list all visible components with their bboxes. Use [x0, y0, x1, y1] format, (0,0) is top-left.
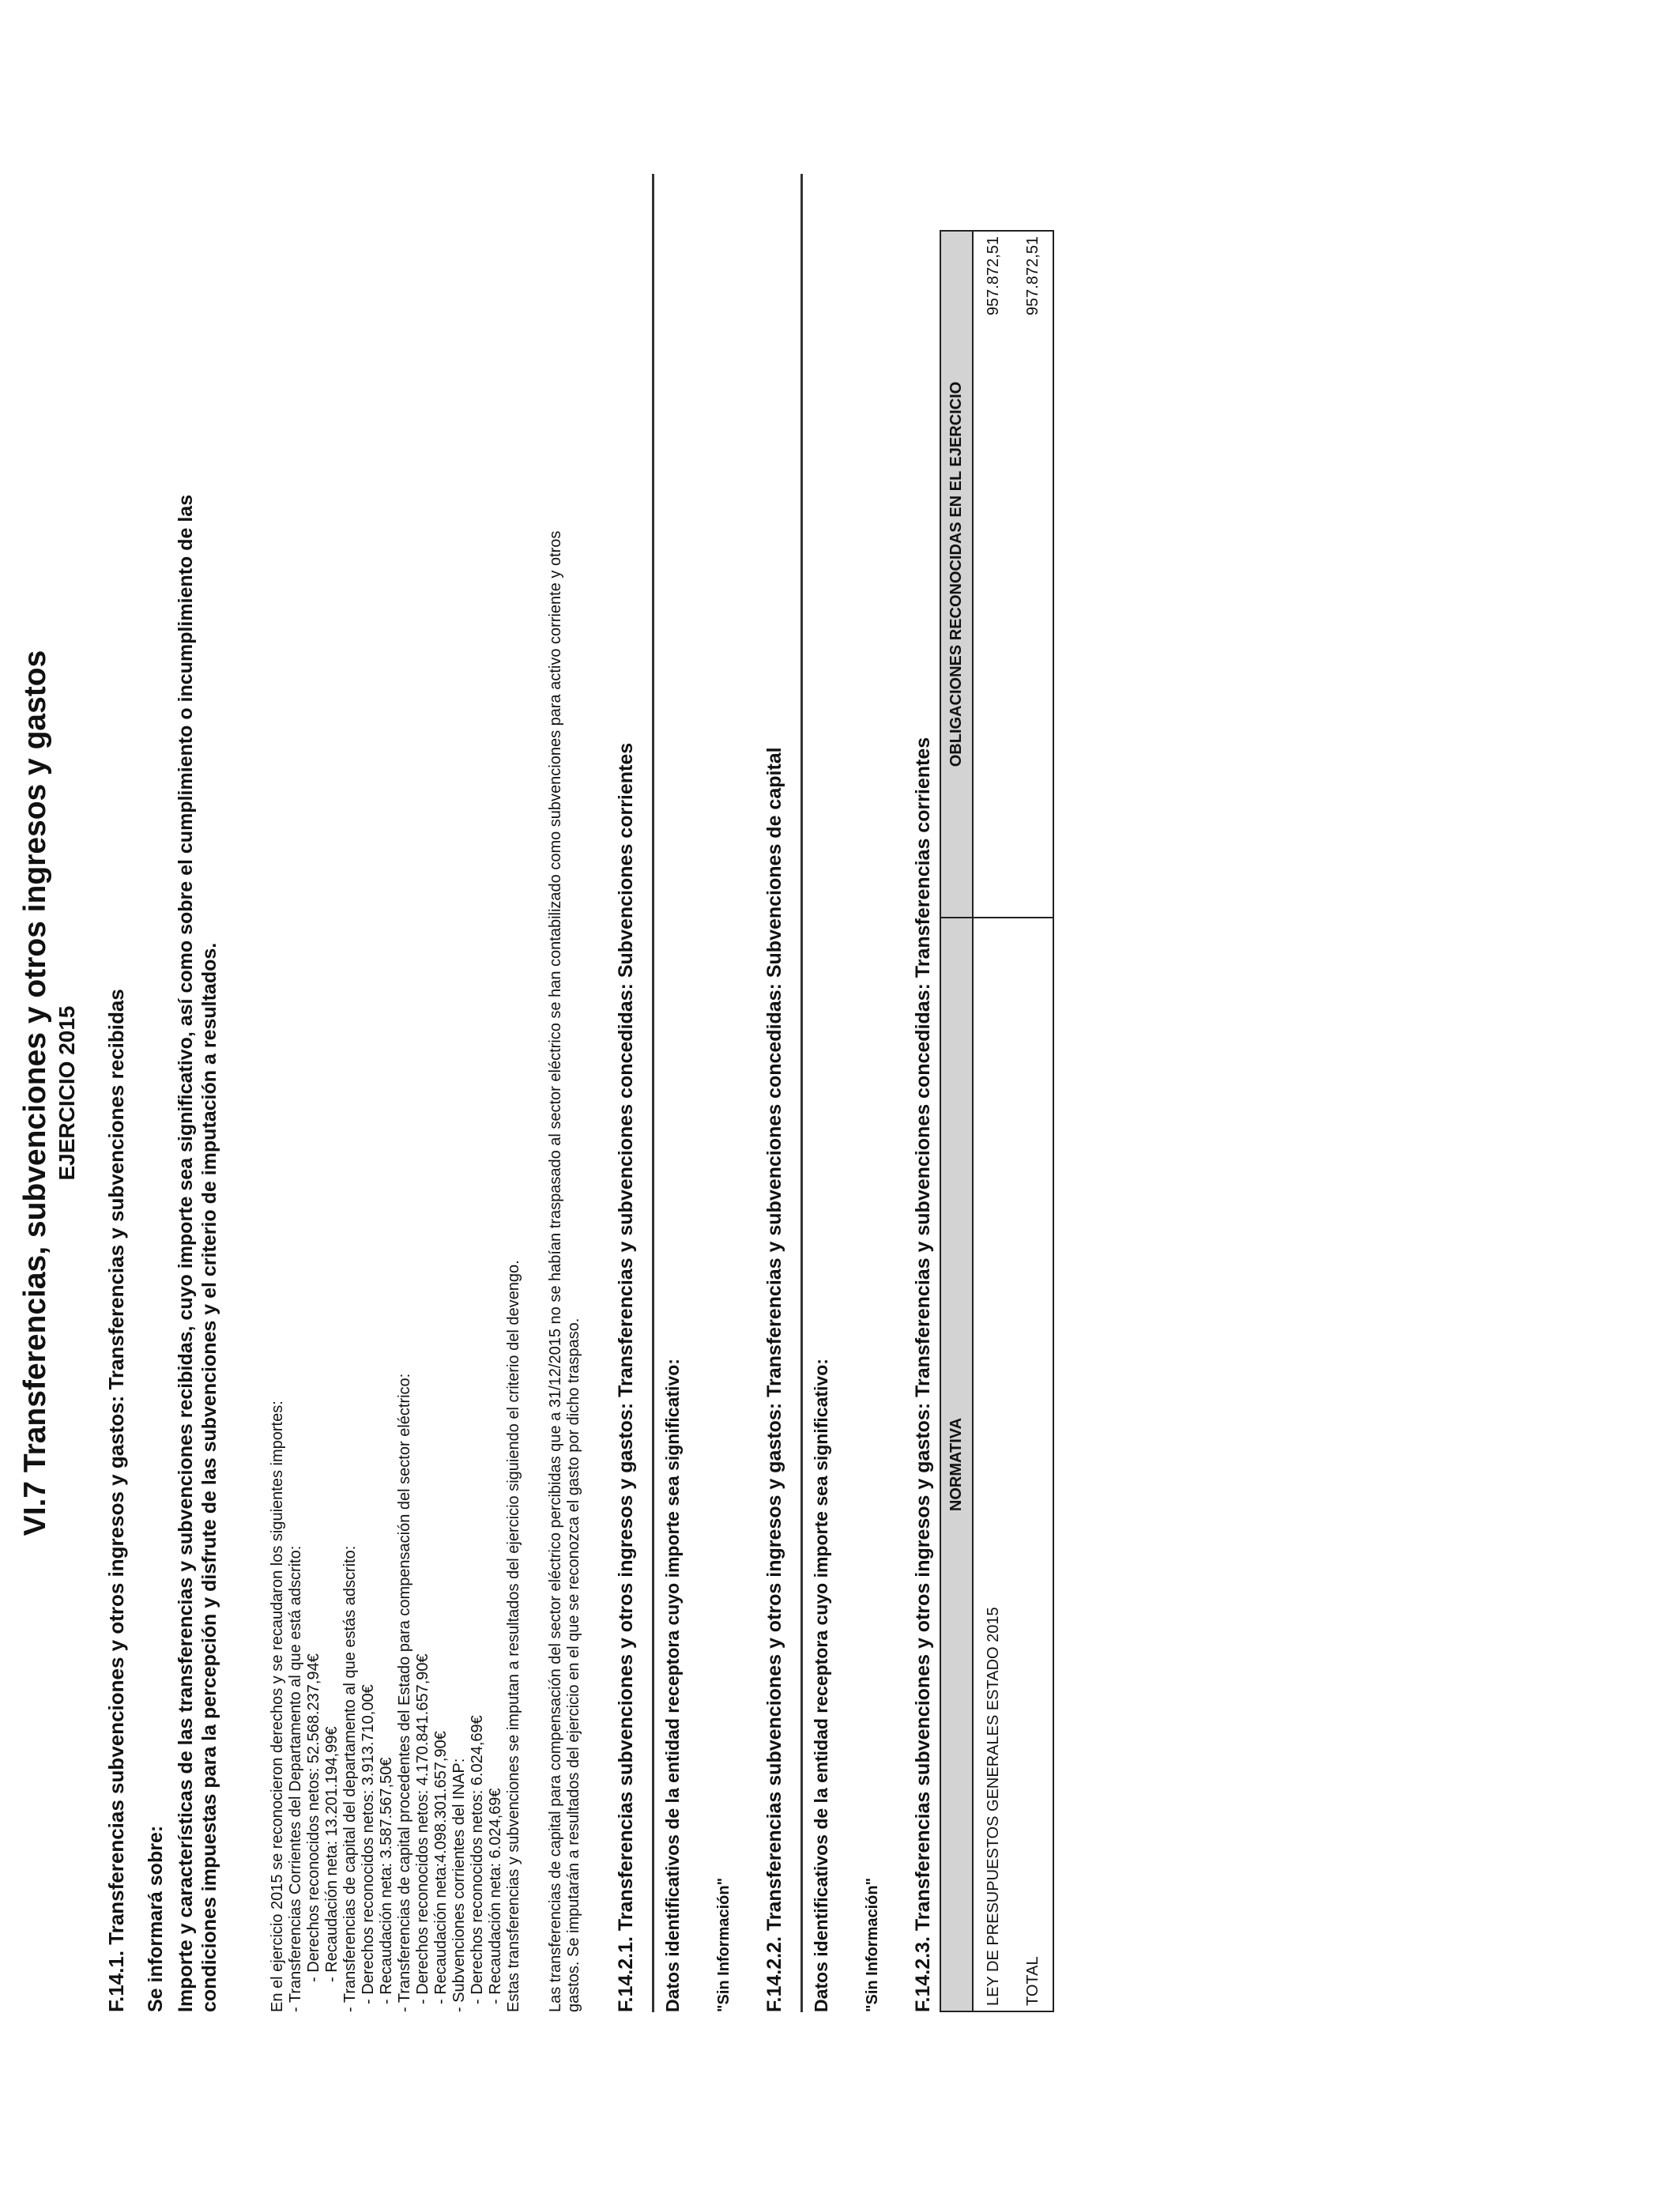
- cell-importe: 957.872,51: [1013, 231, 1053, 918]
- table-header-row: [940, 231, 973, 2011]
- cell-normativa: TOTAL: [1013, 918, 1053, 2011]
- page-subtitle: EJERCICIO 2015: [55, 1005, 79, 1181]
- section-f14221-heading: F.14.2.1. Transferencias subvenciones y otros ingresos y gastos: Transferencias y subvenciones concedidas: Subvenciones corrientes: [615, 742, 637, 2012]
- column-header-normativa: NORMATIVA: [940, 918, 973, 2011]
- cell-importe: 957.872,51: [973, 231, 1013, 918]
- para-line-1: Las transferencias de capital para compensación del sector eléctrico percibidas que a 31/12/2015 no se habían traspasado al sector eléctrico se han contabilizado como subvenciones para activo corriente y otros: [547, 530, 564, 2012]
- list-line: - Recaudación neta: 13.201.194,99€: [323, 1726, 341, 1982]
- transferencias-table: [940, 230, 1054, 2012]
- datos-identificativos-label: Datos identificativos de la entidad receptora cuyo importe sea significativo:: [662, 1359, 683, 2012]
- section-f14223-heading: F.14.2.3. Transferencias subvenciones y otros ingresos y gastos: Transferencias y subvenciones concedidas: Transferencias corrientes: [912, 737, 934, 2012]
- column-header-obligaciones: OBLIGACIONES RECONOCIDAS EN EL EJERCICIO: [940, 231, 973, 918]
- table-row: [1013, 231, 1053, 2011]
- compensacion-paragraph: [547, 174, 583, 2012]
- list-line: - Recaudación neta:4.098.301.657,90€: [432, 1731, 450, 2004]
- datos-identificativos-label: Datos identificativos de la entidad receptora cuyo importe sea significativo:: [811, 1359, 831, 2012]
- table-row: [973, 231, 1013, 2011]
- list-line: - Transferencias de capital del departamento al que estás adscrito:: [341, 1545, 359, 2012]
- list-line: Estas transferencias y subvenciones se imputan a resultados del ejercicio siguiendo el criterio del devengo.: [505, 1260, 522, 2012]
- sin-informacion-text: "Sin Información": [864, 1877, 881, 2012]
- section-f14222-heading: F.14.2.2. Transferencias subvenciones y otros ingresos y gastos: Transferencias y subvenciones concedidas: Subvenciones de capital: [763, 747, 785, 2012]
- page-title: VI.7 Transferencias, subvenciones y otros ingresos y gastos: [18, 650, 52, 1536]
- list-line: - Transferencias Corrientes del Departamento al que está adscrito:: [287, 1545, 304, 2012]
- importes-list: [269, 174, 523, 2012]
- list-line: - Subvenciones corrientes del INAP:: [450, 1758, 468, 2012]
- list-line: - Derechos reconocidos netos: 6.024,69€: [469, 1715, 486, 2004]
- cell-normativa: LEY DE PRESUPUESTOS GENERALES ESTADO 2015: [973, 918, 1013, 2011]
- divider: [800, 174, 803, 2012]
- sin-informacion-text: "Sin Información": [715, 1877, 733, 2012]
- list-line: En el ejercicio 2015 se reconocieron derechos y se recaudaron los siguientes importes:: [269, 1400, 286, 2012]
- list-line: - Derechos reconocidos netos: 4.170.841.657,90€: [414, 1653, 431, 2004]
- list-line: - Derechos reconocidos netos: 3.913.710,00€: [360, 1684, 377, 2004]
- para-line-2: gastos. Se imputarán a resultados del ejercicio en el que se reconozca el gasto por dicho traspaso.: [565, 1318, 582, 2012]
- list-line: - Derechos reconocidos netos: 52.568.237,94€: [305, 1653, 322, 1982]
- se-informara-label: Se informará sobre:: [145, 1825, 167, 2012]
- lead-line-1: Importe y características de las transferencias y subvenciones recibidas, cuyo importe sea significativo, así como sobre el cumplimiento o incumplimiento de las: [175, 494, 197, 2012]
- list-line: - Recaudación neta: 3.587.567,50€: [378, 1757, 395, 2004]
- divider: [652, 174, 654, 2012]
- section-f1411-heading: F.14.1. Transferencias subvenciones y otros ingresos y gastos: Transferencias y subvenciones recibidas: [104, 989, 128, 2012]
- lead-line-2: condiciones impuestas para la percepción y disfrute de las subvenciones y el criterio de imputación a resultados.: [198, 942, 220, 2012]
- list-line: - Transferencias de capital procedentes del Estado para compensación del sector eléctrico:: [396, 1373, 413, 2012]
- list-line: - Recaudación neta: 6.024,69€: [487, 1788, 504, 2004]
- section-f1411-lead: [174, 174, 221, 2012]
